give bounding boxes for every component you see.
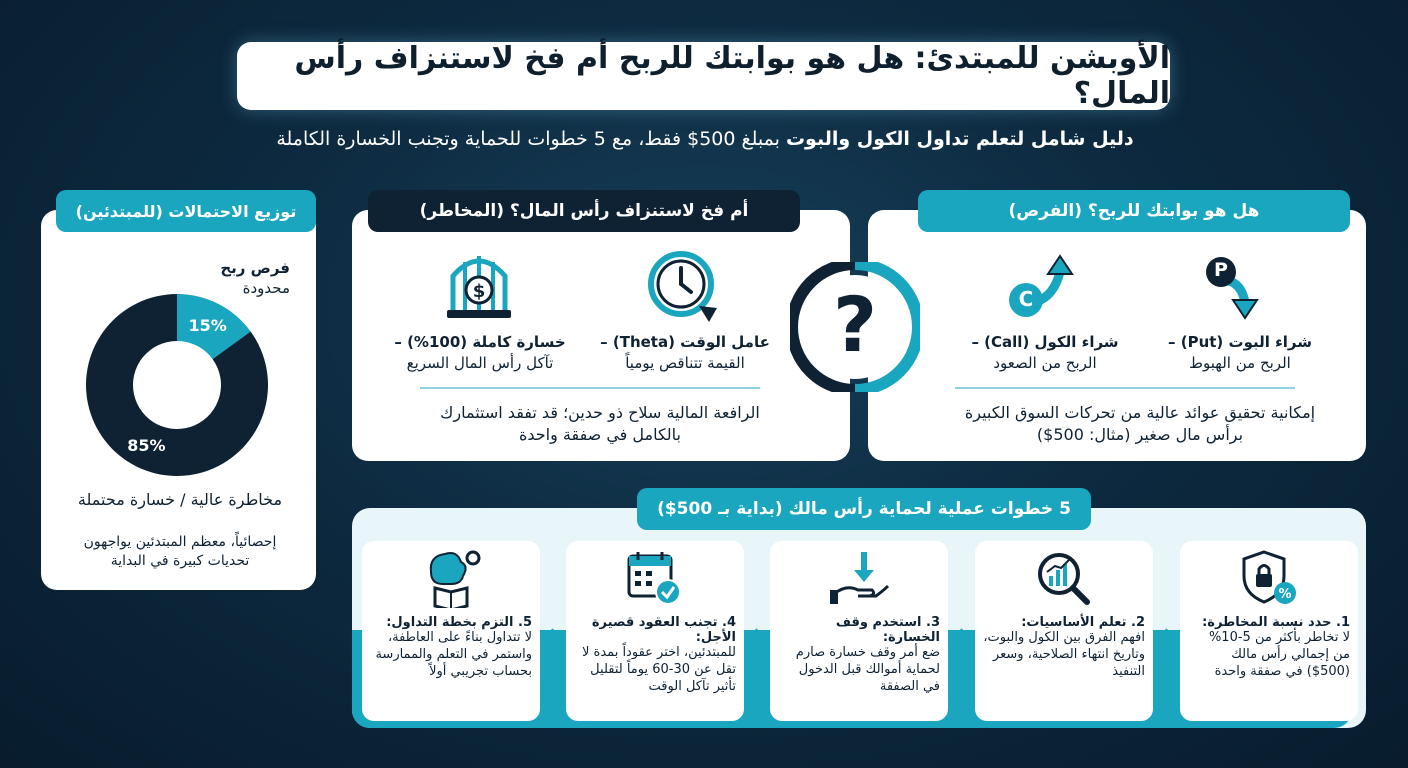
risks-header — [368, 190, 800, 232]
step-5-title: 5. التزم بخطة التداول: — [386, 615, 532, 630]
subtitle-rest: بمبلغ 500$ فقط، مع 5 خطوات للحماية وتجنب الخسارة الكاملة — [276, 128, 786, 150]
svg-text:$: $ — [472, 281, 486, 302]
donut-value-label-1: 15% — [188, 315, 227, 335]
step-3-text: ضع أمر وقف خسارة صارم لحماية أموالك قبل الدخول في الصفقة — [795, 645, 940, 694]
distribution-header — [56, 190, 316, 232]
step-arrow-icon — [1162, 628, 1178, 646]
call-title: شراء الكول (Call) – — [971, 333, 1119, 351]
put-title: شراء البوت (Put) – — [1168, 333, 1312, 351]
risks-desc-line1: الرافعة المالية سلاح ذو حدين؛ قد تفقد استثمارك — [440, 403, 760, 422]
step-1 — [1188, 615, 1350, 681]
step-4 — [574, 615, 736, 696]
step-3 — [778, 615, 940, 696]
step-arrow-icon — [957, 628, 973, 646]
page-subtitle — [250, 128, 1160, 150]
step-1-title: 1. حدد نسبة المخاطرة: — [1202, 615, 1350, 630]
opportunities-desc-line1: إمكانية تحقيق عوائد عالية من تحركات السوق الكبيرة — [964, 403, 1316, 422]
step-2 — [983, 615, 1145, 681]
loss-title: خسارة كاملة (100%) – — [394, 333, 566, 351]
profit-label-line1: فرص ربح — [220, 259, 290, 277]
distribution-note — [50, 533, 310, 571]
brain-book-icon — [421, 548, 485, 608]
clock-arrow-icon — [645, 248, 723, 324]
money-cage-icon — [443, 248, 515, 322]
donut-value-label-2: 85% — [127, 436, 166, 456]
step-5-text: لا تتداول بناءً على العاطفة، واستمر في التعلم والممارسة بحساب تجريبي أولاً — [375, 630, 532, 679]
put-letter: P — [1214, 259, 1228, 281]
opportunities-desc — [925, 402, 1355, 445]
theta-subtitle: القيمة تتناقص يومياً — [625, 354, 745, 372]
theta-title: عامل الوقت (Theta) – — [600, 333, 770, 351]
put-subtitle: الربح من الهبوط — [1189, 354, 1291, 372]
distribution-header-label: توزيع الاحتمالات (للمبتدئين) — [75, 201, 297, 221]
opportunities-header-label: هل هو بوابتك للربح؟ (الفرص) — [1008, 201, 1260, 221]
magnifier-chart-icon — [1035, 550, 1093, 606]
step-arrow-icon — [548, 628, 564, 646]
opportunities-divider — [955, 387, 1295, 389]
shield-lock-percent-icon — [1240, 550, 1298, 606]
step-2-text: افهم الفرق بين الكول والبوت، وتاريخ انتهاء الصلاحية، وسعر التنفيذ — [983, 630, 1145, 679]
distribution-note-line2: تحديات كبيرة في البداية — [110, 552, 250, 569]
call-letter: C — [1018, 287, 1034, 311]
step-1-text: لا تخاطر بأكثر من 5-10% من إجمالي رأس مالك (500$) في صفقة واحدة — [1208, 630, 1350, 679]
title-box — [237, 42, 1170, 110]
step-3-title: 3. استخدم وقف الخسارة: — [835, 615, 940, 645]
question-mark-icon: ? — [832, 280, 878, 369]
subtitle-bold: دليل شامل لتعلم تداول الكول والبوت — [785, 128, 1134, 150]
step-4-title: 4. تجنب العقود قصيرة الأجل: — [591, 615, 736, 645]
step-arrow-icon — [752, 628, 768, 646]
distribution-note-line1: إحصائياً، معظم المبتدئين يواجهون — [83, 534, 277, 550]
call-subtitle: الربح من الصعود — [993, 354, 1097, 372]
hand-down-arrow-icon — [830, 550, 890, 606]
risks-desc — [370, 402, 830, 445]
step-4-text: للمبتدئين، اختر عقوداً بمدة لا تقل عن 30-60 يوماً لتقليل تأثير تآكل الوقت — [582, 645, 736, 694]
opportunities-header — [918, 190, 1350, 232]
loss-subtitle: تآكل رأس المال السريع — [406, 354, 554, 372]
profit-label-line2: محدودة — [242, 279, 290, 298]
risks-header-label: أم فخ لاستنزاف رأس المال؟ (المخاطر) — [419, 201, 749, 221]
risks-divider — [420, 387, 760, 389]
probability-donut-chart — [84, 292, 270, 478]
page-title: الأوبشن للمبتدئ: هل هو بوابتك للربح أم فخ لاستنزاف رأس المال؟ — [294, 41, 1170, 111]
steps-header-label: 5 خطوات عملية لحماية رأس مالك (بداية بـ 500$) — [657, 499, 1071, 519]
risk-label: مخاطرة عالية / خسارة محتملة — [77, 490, 283, 509]
steps-header — [637, 488, 1091, 530]
step-5 — [370, 615, 532, 681]
step-2-title: 2. تعلم الأساسيات: — [1021, 615, 1145, 630]
calendar-check-icon — [626, 550, 684, 606]
opportunities-desc-line2: برأس مال صغير (مثال: 500$) — [1036, 424, 1244, 444]
svg-text:%: % — [1278, 587, 1292, 602]
risks-desc-line2: بالكامل في صفقة واحدة — [518, 424, 682, 444]
